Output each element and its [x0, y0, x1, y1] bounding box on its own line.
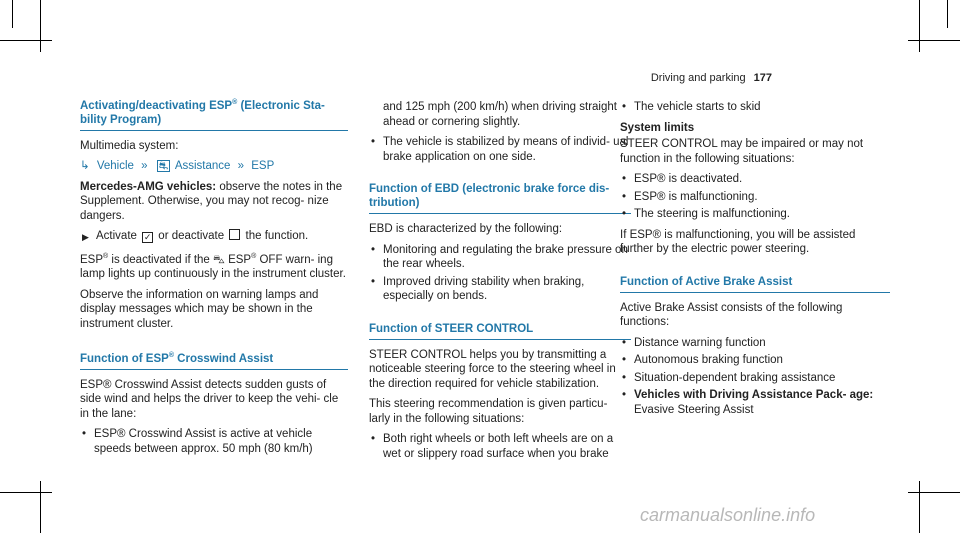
ebd-text: EBD is characterized by the following: — [369, 223, 563, 235]
aba-list — [620, 336, 890, 418]
crop-mark — [908, 492, 960, 493]
double-chevron-icon: » — [141, 160, 148, 173]
list-item: • Situation-dependent braking assistance — [620, 371, 890, 386]
aba-text: Active Brake Assist consists of the following functions: — [620, 301, 843, 328]
crop-mark — [908, 40, 960, 41]
steer-list — [369, 432, 631, 461]
list-item: • Both right wheels or both left wheels are on a wet or slippery road surface when you brake — [369, 432, 631, 461]
crop-mark — [919, 0, 920, 52]
activate-step: ▶ Activate ✓ or deactivate the function. — [80, 229, 348, 244]
column-3 — [620, 100, 890, 423]
list-item: • The steering is malfunctioning. — [620, 207, 890, 222]
list-item: • Vehicles with Driving Assistance Pack- age: Evasive Steering Assist — [620, 388, 890, 417]
heading-steer-control: Function of STEER CONTROL — [369, 322, 631, 340]
checkbox-checked-icon[interactable]: ✓ — [143, 232, 152, 243]
list-item: • Monitoring and regulating the brake pressure on the rear wheels. — [369, 243, 631, 272]
list-item: • ESP® is malfunctioning. — [620, 190, 890, 205]
column-1 — [80, 96, 348, 462]
list-item: • Autonomous braking function — [620, 353, 890, 368]
watermark: carmanualsonline.info — [640, 505, 816, 525]
column-2 — [369, 100, 631, 467]
list-item: • ESP® Crosswind Assist is active at vehicle speeds between approx. 50 mph (80 km/h) — [80, 427, 348, 456]
heading-crosswind: Function of ESP® Crosswind Assist — [80, 349, 348, 370]
crosswind-list — [80, 427, 348, 456]
crop-mark — [0, 40, 52, 41]
system-limits-heading: System limits — [620, 121, 695, 134]
path-assistance[interactable]: Assistance — [174, 160, 231, 173]
page-number: 177 — [753, 72, 772, 84]
malfunction-text: If ESP® is malfunctioning, you will be assisted further by the electric power steering. — [620, 228, 856, 255]
stabilize-list — [369, 135, 631, 164]
list-item: • Improved driving stability when braking, especially on bends. — [369, 275, 631, 304]
heading-ebd: Function of EBD (electronic brake force dis- tribution) — [369, 182, 631, 214]
ebd-list — [369, 243, 631, 304]
multimedia-label: Multimedia system: — [80, 139, 179, 152]
assistance-icon: ⛐ — [158, 160, 169, 173]
path-arrow-icon: ↳ — [80, 160, 90, 173]
steer-text: STEER CONTROL helps you by transmitting a noticeable steering force to the steering wheel in the direction required for vehicle stabilization. — [369, 348, 616, 390]
checkbox-empty-icon[interactable] — [229, 229, 240, 240]
crop-mark — [12, 0, 13, 28]
observe-text: Observe the information on warning lamps and display messages which may be shown in the instrument cluster. — [80, 288, 319, 330]
double-chevron-icon: » — [237, 160, 245, 173]
path-esp[interactable]: ESP — [251, 160, 275, 173]
path-vehicle[interactable]: Vehicle — [96, 160, 134, 173]
continued-text: and 125 mph (200 km/h) when driving straight ahead or cornering slightly. — [383, 101, 617, 128]
limits-list — [620, 172, 890, 222]
skid-list — [620, 100, 890, 115]
limits-text: STEER CONTROL may be impaired or may not function in the following situations: — [620, 138, 864, 165]
esp-off-warning-icon: ⛍ — [213, 253, 225, 266]
menu-path — [80, 159, 348, 174]
list-item: • The vehicle starts to skid — [620, 100, 890, 115]
heading-active-brake-assist: Function of Active Brake Assist — [620, 275, 890, 293]
list-item: • The vehicle is stabilized by means of individ- ual brake application on one side. — [369, 135, 631, 164]
running-header — [651, 72, 772, 84]
crosswind-text: ESP® Crosswind Assist detects sudden gusts of side wind and helps the driver to keep the vehi- cle in the lane: — [80, 378, 339, 420]
crop-mark — [0, 492, 52, 493]
list-item: • ESP® is deactivated. — [620, 172, 890, 187]
header-section: Driving and parking — [650, 72, 746, 84]
steer-recommendation: This steering recommendation is given particu- larly in the following situations: — [369, 398, 608, 425]
crop-mark — [919, 481, 920, 533]
crop-mark — [40, 481, 41, 533]
heading-esp: Activating/deactivating ESP® (Electronic Sta- bility Program) — [80, 96, 348, 131]
crop-mark — [947, 0, 948, 28]
list-item: • Distance warning function — [620, 336, 890, 351]
esp-deactivated-text: ESP® is deactivated if the ⛍ ESP® OFF warn- ing lamp lights up continuously in the instrument cluster. — [80, 252, 346, 281]
amg-note: Mercedes-AMG vehicles: observe the notes in the Supplement. Otherwise, you may not recog- nize dangers. — [80, 180, 343, 222]
crop-mark — [40, 0, 41, 52]
